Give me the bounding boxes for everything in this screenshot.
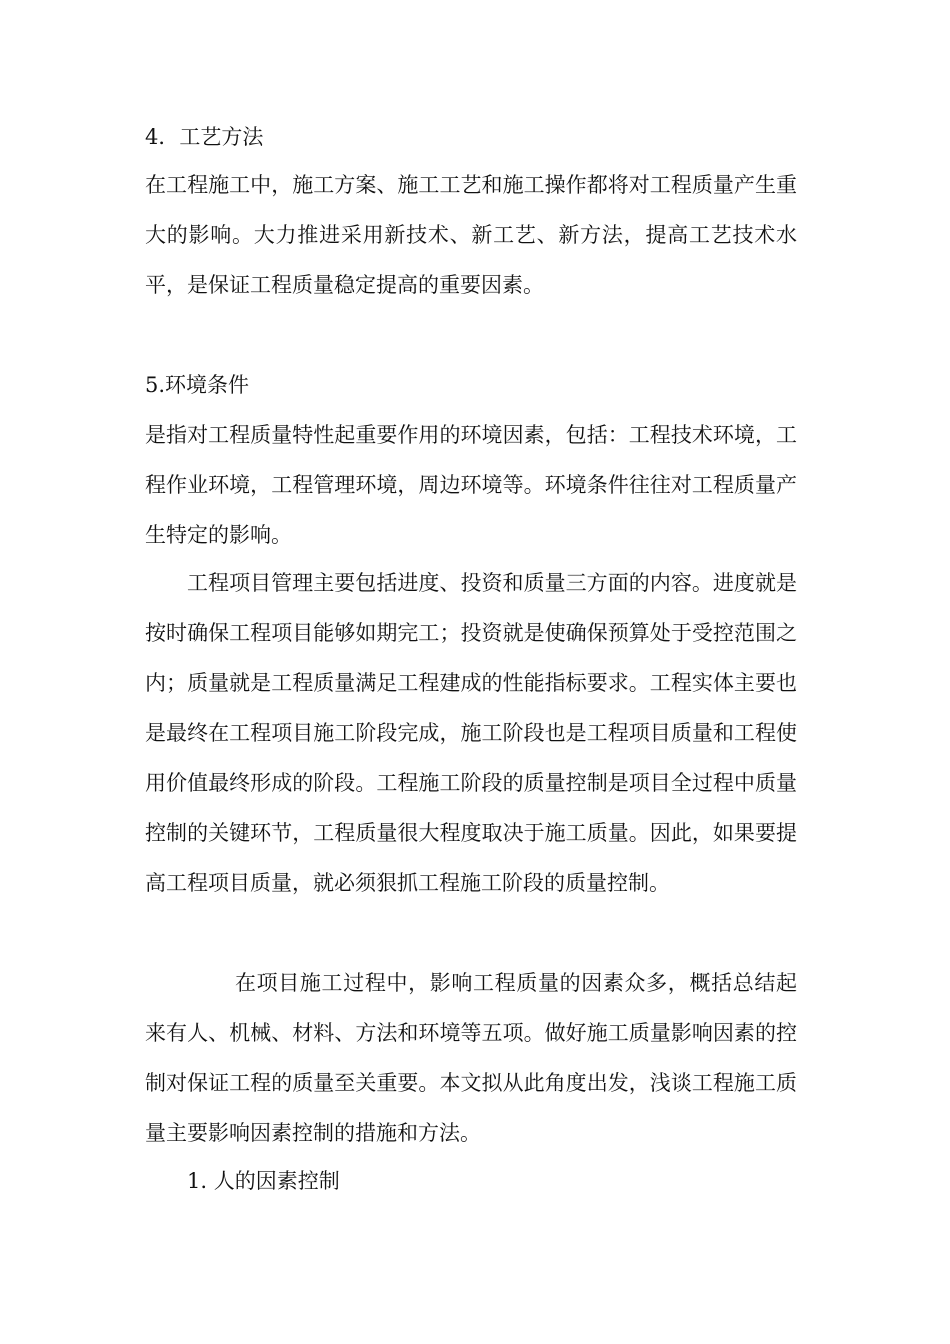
section-heading-environment: 5.环境条件 <box>145 373 250 397</box>
section-heading-human-factors: 1. 人的因素控制 <box>187 1169 340 1193</box>
paragraph-project-management: 工程项目管理主要包括进度、投资和质量三方面的内容。进度就是按时确保工程项目能够如期完工；投资就是使确保预算处于受控范围之内；质量就是工程质量满足工程建成的性能指标要求。工程实体主要也是最终在工程项目施工阶段完成，施工阶段也是工程项目质量和工程使用价值最终形成的阶段。工程施工阶段的质量控制是项目全过程中质量控制的关键环节，工程质量很大程度取决于施工质量。因此，如果要提高工程项目质量，就必须狠抓工程施工阶段的质量控制。 <box>145 571 797 895</box>
paragraph-environment: 是指对工程质量特性起重要作用的环境因素，包括：工程技术环境，工程作业环境，工程管理环境，周边环境等。环境条件往往对工程质量产生特定的影响。 <box>145 423 797 547</box>
section-heading-craft-method: 4．工艺方法 <box>145 125 264 149</box>
paragraph-craft-method: 在工程施工中，施工方案、施工工艺和施工操作都将对工程质量产生重大的影响。大力推进采用新技术、新工艺、新方法，提高工艺技术水平，是保证工程质量稳定提高的重要因素。 <box>145 173 797 297</box>
paragraph-quality-factors: 在项目施工过程中，影响工程质量的因素众多，概括总结起来有人、机械、材料、方法和环境等五项。做好施工质量影响因素的控制对保证工程的质量至关重要。本文拟从此角度出发，浅谈工程施工质量主要影响因素控制的措施和方法。 <box>145 971 797 1145</box>
